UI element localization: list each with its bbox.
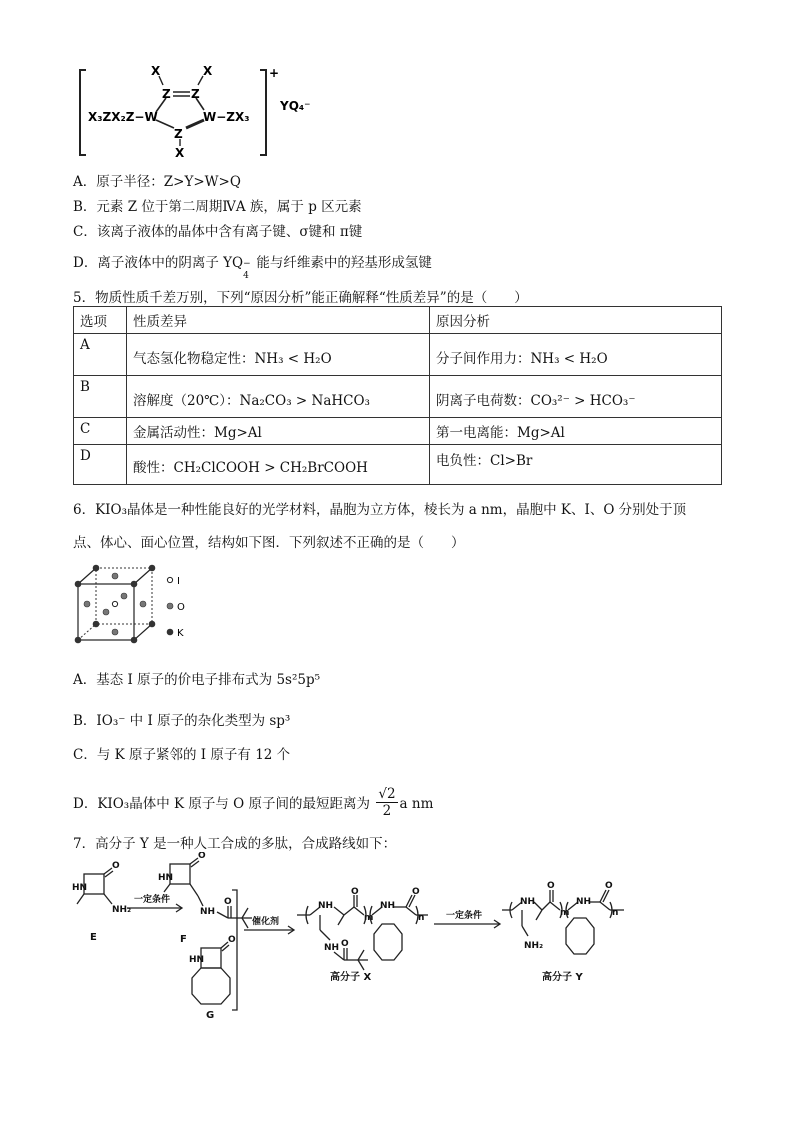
- f-o2: O: [224, 897, 232, 907]
- ionic-liquid-structure: [70, 60, 320, 165]
- q6-d-fraction: [376, 786, 397, 819]
- cation-charge: +: [269, 66, 280, 80]
- label-polymer-x: 高分子 X: [330, 972, 372, 983]
- g-o: O: [228, 935, 236, 945]
- legend-k: K: [177, 628, 184, 639]
- y-nh2: NH₂: [524, 941, 544, 951]
- legend-i: I: [177, 576, 180, 587]
- y-nh3: NH: [576, 897, 592, 907]
- q4-option-d: [73, 251, 432, 281]
- table-row: [74, 418, 722, 445]
- q5-table: [73, 306, 722, 485]
- left-chain: X₃ZX₂Z−W: [88, 110, 158, 124]
- table-header-row: [74, 307, 722, 334]
- e-hn: HN: [72, 883, 88, 893]
- y-o1: O: [547, 881, 555, 891]
- atom-z-right: Z: [191, 87, 200, 101]
- q6-option-c: C．与 K 原子紧邻的 I 原子有 12 个: [73, 747, 291, 763]
- q6-d-post: a nm: [399, 796, 434, 812]
- g-hn: HN: [189, 955, 205, 965]
- x-n: n: [418, 913, 425, 923]
- kio3-unit-cell-figure: [72, 564, 202, 646]
- q4-option-a: A．原子半径：Z>Y>W>Q: [73, 174, 241, 190]
- atom-x-top-left: X: [151, 64, 161, 78]
- label-f: F: [180, 934, 187, 945]
- x-m: m: [364, 913, 374, 923]
- q6-option-a: A．基态 I 原子的价电子排布式为 5s²5p⁵: [73, 672, 321, 688]
- header-option: 选项: [74, 307, 127, 334]
- q4-option-c: C．该离子液体的晶体中含有离子键、σ键和 π键: [73, 224, 363, 240]
- catalyst-label: 催化剂: [252, 917, 280, 927]
- row-option: A: [74, 334, 127, 376]
- f-nh: NH: [200, 907, 216, 917]
- row-reason: 第一电离能：Mg>Al: [430, 418, 722, 445]
- q6-d-denominator: 2: [382, 803, 392, 819]
- row-property: 金属活动性：Mg>Al: [127, 418, 430, 445]
- y-n: n: [612, 908, 619, 918]
- y-m: m: [560, 908, 570, 918]
- q4-d-sup: −: [243, 259, 251, 269]
- header-property: 性质差异: [127, 307, 430, 334]
- x-nh3: NH: [380, 901, 396, 911]
- label-e: E: [90, 932, 97, 943]
- table-row: [74, 334, 722, 376]
- y-nh1: NH: [520, 897, 536, 907]
- row-property: 溶解度（20℃）：Na₂CO₃ > NaHCO₃: [127, 376, 430, 418]
- q4-d-post: 能与纤维素中的羟基形成氢键: [252, 255, 432, 271]
- atom-z-bottom: Z: [174, 127, 183, 141]
- cond1-label: 一定条件: [134, 895, 171, 905]
- atom-x-top-right: X: [203, 64, 213, 78]
- x-nh2: NH: [324, 943, 340, 953]
- q6-option-d: [73, 788, 433, 821]
- q6-option-b: B．IO₃⁻ 中 I 原子的杂化类型为 sp³: [73, 713, 291, 729]
- header-reason: 原因分析: [430, 307, 722, 334]
- row-reason: 阴离子电荷数：CO₃²⁻ > HCO₃⁻: [430, 376, 722, 418]
- y-o2: O: [605, 881, 613, 891]
- q6-stem-line2: 点、体心、面心位置，结构如下图．下列叙述不正确的是（ ）: [73, 535, 465, 551]
- cond2-label: 一定条件: [446, 911, 483, 921]
- f-o: O: [198, 852, 206, 861]
- q5-stem: 5．物质性质千差万别，下列“原因分析”能正确解释“性质差异”的是（ ）: [73, 290, 528, 306]
- row-property: 酸性：CH₂ClCOOH > CH₂BrCOOH: [127, 445, 430, 485]
- f-hn: HN: [158, 873, 174, 883]
- row-reason: 电负性：Cl>Br: [430, 445, 722, 485]
- e-nh2: NH₂: [112, 905, 132, 915]
- table-row: [74, 376, 722, 418]
- row-option: B: [74, 376, 127, 418]
- atom-x-bottom: X: [175, 146, 185, 160]
- label-polymer-y: 高分子 Y: [542, 972, 583, 983]
- legend-o: O: [177, 602, 185, 613]
- q7-stem: 7．高分子 Y 是一种人工合成的多肽，合成路线如下：: [73, 836, 397, 852]
- x-o3: O: [412, 887, 420, 897]
- row-option: C: [74, 418, 127, 445]
- table-row: [74, 445, 722, 485]
- atom-z-left: Z: [162, 87, 171, 101]
- q4-option-b: B．元素 Z 位于第二周期ⅣA 族，属于 p 区元素: [73, 199, 362, 215]
- row-option: D: [74, 445, 127, 485]
- e-o: O: [112, 861, 120, 871]
- row-property: 气态氢化物稳定性：NH₃ < H₂O: [127, 334, 430, 376]
- x-o2: O: [341, 939, 349, 949]
- q4-d-pre: D．离子液体中的阴离子 YQ: [73, 255, 244, 271]
- q6-d-pre: D．KIO₃晶体中 K 原子与 O 原子间的最短距离为: [73, 796, 371, 812]
- x-o1: O: [351, 887, 359, 897]
- q6-stem-line1: 6．KIO₃晶体是一种性能良好的光学材料，晶胞为立方体，棱长为 a nm，晶胞中 K、I、O 分别处于顶: [73, 502, 687, 518]
- w-right: W−ZX₃: [203, 110, 250, 124]
- label-g: G: [206, 1010, 215, 1021]
- q6-d-numerator: √2: [378, 786, 396, 802]
- q4-d-sub: 4: [243, 271, 249, 281]
- anion-formula: YQ₄⁻: [280, 99, 311, 113]
- polypeptide-synthesis-route: [72, 852, 632, 1022]
- row-reason: 分子间作用力：NH₃ < H₂O: [430, 334, 722, 376]
- x-nh1: NH: [318, 901, 334, 911]
